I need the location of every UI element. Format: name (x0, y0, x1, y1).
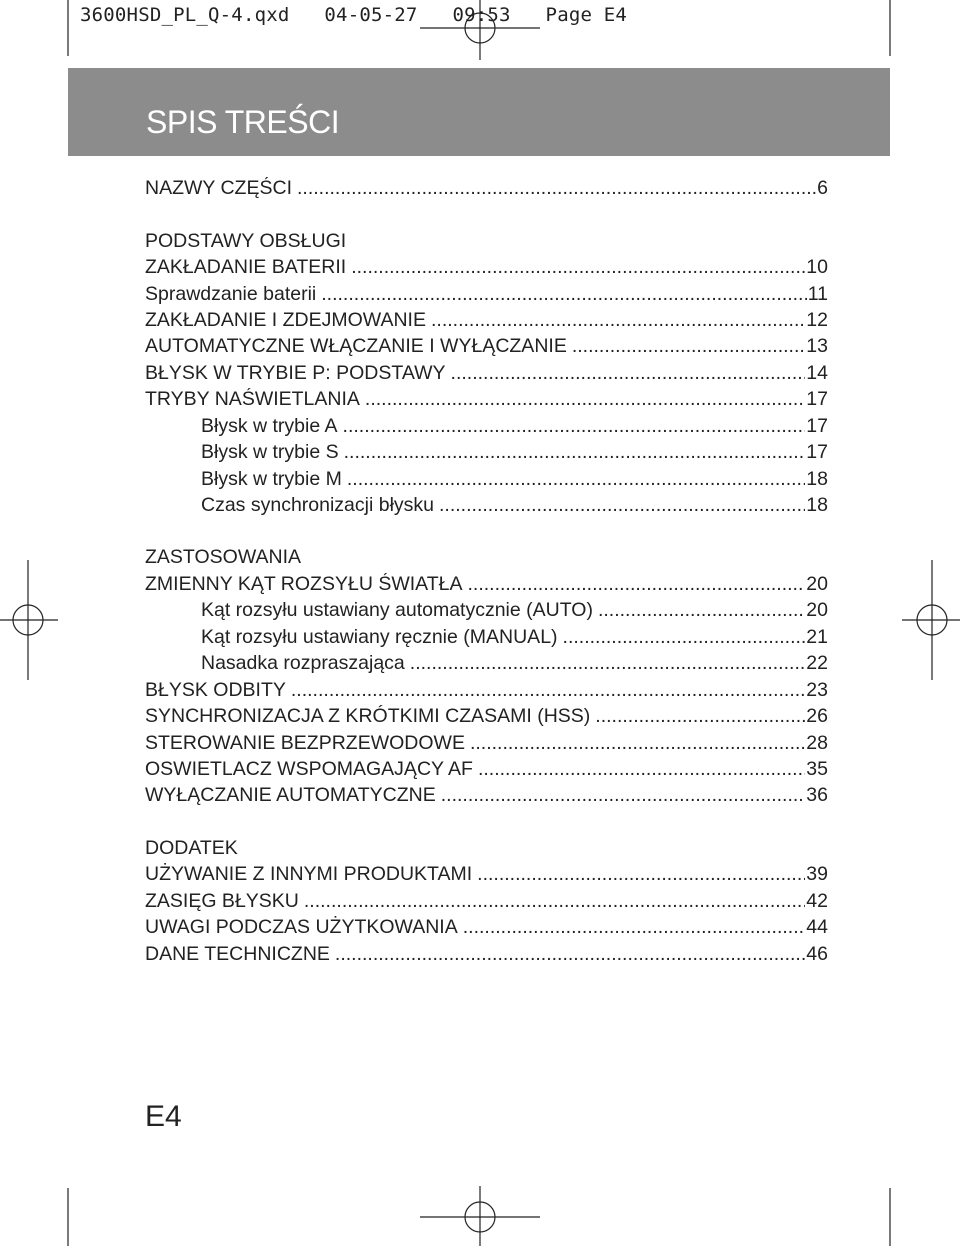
toc-entry[interactable] (145, 890, 828, 916)
toc-entry-label: DANE TECHNICZNE (145, 943, 330, 965)
toc-leader-dots (572, 335, 805, 358)
toc-entry[interactable] (145, 256, 828, 282)
toc-entry-page: 6 (817, 177, 828, 199)
toc-entry[interactable] (145, 679, 828, 705)
toc-entry-page: 44 (806, 916, 828, 938)
toc-entry-page: 39 (806, 863, 828, 885)
toc-entry[interactable] (145, 309, 828, 335)
toc-entry-label: UŻYWANIE Z INNYMI PRODUKTAMI (145, 863, 473, 885)
toc-entry-label: Błysk w trybie M (201, 468, 342, 490)
toc-leader-dots (297, 177, 816, 200)
toc-entry-page: 13 (806, 335, 828, 357)
toc-leader-dots (344, 441, 806, 464)
toc-entry-page: 21 (806, 626, 828, 648)
toc-entry-label: Czas synchronizacji błysku (201, 494, 435, 516)
toc-entry-label: ZAKŁADANIE I ZDEJMOWANIE (145, 309, 426, 331)
toc-subentry[interactable] (145, 626, 828, 652)
toc-leader-dots (478, 758, 805, 781)
toc-subentry[interactable] (145, 599, 828, 625)
toc-section-heading: ZASTOSOWANIA (145, 546, 302, 568)
toc-entry-label: Sprawdzanie baterii (145, 283, 317, 305)
toc-entry-page: 28 (806, 732, 828, 754)
toc-leader-dots (441, 784, 806, 807)
toc-entry[interactable] (145, 177, 828, 203)
toc-entry-page: 14 (806, 362, 828, 384)
toc-entry-label: Nasadka rozpraszająca (201, 652, 405, 674)
toc-entry[interactable] (145, 784, 828, 810)
toc-leader-dots (343, 415, 806, 438)
toc-leader-dots (335, 943, 805, 966)
toc-entry-page: 17 (806, 415, 828, 437)
toc-entry[interactable] (145, 916, 828, 942)
toc-entry-label: ZMIENNY KĄT ROZSYŁU ŚWIATŁA (145, 573, 463, 595)
toc-entry-label: BŁYSK W TRYBIE P: PODSTAWY (145, 362, 446, 384)
toc-leader-dots (467, 573, 805, 596)
toc-section-heading: DODATEK (145, 837, 238, 859)
toc-subentry[interactable] (145, 494, 828, 520)
toc-leader-dots (321, 283, 806, 306)
toc-subentry[interactable] (145, 652, 828, 678)
toc-leader-dots (410, 652, 806, 675)
toc-entry-page: 46 (806, 943, 828, 965)
toc-entry-page: 12 (806, 309, 828, 331)
toc-entry-label: WYŁĄCZANIE AUTOMATYCZNE (145, 784, 436, 806)
toc-leader-dots (431, 309, 805, 332)
toc-entry-label: Błysk w trybie S (201, 441, 339, 463)
toc-leader-dots (563, 626, 806, 649)
toc-entry-page: 10 (806, 256, 828, 278)
toc-entry-label: Kąt rozsyłu ustawiany ręcznie (MANUAL) (201, 626, 558, 648)
toc-entry-label: ZASIĘG BŁYSKU (145, 890, 299, 912)
toc-entry[interactable] (145, 732, 828, 758)
toc-entry-page: 36 (806, 784, 828, 806)
toc-entry-page: 17 (806, 441, 828, 463)
toc-entry[interactable] (145, 705, 828, 731)
toc-entry-page: 11 (807, 283, 828, 305)
toc-entry-page: 23 (806, 679, 828, 701)
toc-entry-label: ZAKŁADANIE BATERII (145, 256, 347, 278)
toc-leader-dots (595, 705, 805, 728)
toc-entry-page: 20 (806, 599, 828, 621)
toc-entry[interactable] (145, 573, 828, 599)
toc-entry-page: 35 (806, 758, 828, 780)
toc-leader-dots (470, 732, 805, 755)
toc-leader-dots (451, 362, 806, 385)
toc-entry[interactable] (145, 283, 828, 309)
toc-entry-page: 18 (806, 468, 828, 490)
toc-entry-page: 17 (806, 388, 828, 410)
toc-leader-dots (365, 388, 805, 411)
toc-entry-label: Błysk w trybie A (201, 415, 338, 437)
toc-entry-label: AUTOMATYCZNE WŁĄCZANIE I WYŁĄCZANIE (145, 335, 567, 357)
toc-subentry[interactable] (145, 468, 828, 494)
toc-entry-page: 22 (806, 652, 828, 674)
toc-entry[interactable] (145, 758, 828, 784)
toc-entry-label: SYNCHRONIZACJA Z KRÓTKIMI CZASAMI (HSS) (145, 705, 591, 727)
toc-entry[interactable] (145, 388, 828, 414)
toc-section-heading: PODSTAWY OBSŁUGI (145, 230, 347, 252)
toc-entry-page: 42 (806, 890, 828, 912)
toc-leader-dots (477, 863, 805, 886)
toc-entry-page: 26 (806, 705, 828, 727)
page-title: SPIS TREŚCI (146, 104, 340, 140)
toc-entry-label: NAZWY CZĘŚCI (145, 177, 292, 199)
toc-leader-dots (304, 890, 805, 913)
toc-subentry[interactable] (145, 415, 828, 441)
toc-entry[interactable] (145, 943, 828, 969)
print-slug: 3600HSD_PL_Q-4.qxd 04-05-27 09:53 Page E4 (80, 4, 628, 26)
toc-subentry[interactable] (145, 441, 828, 467)
toc-leader-dots (347, 468, 805, 491)
toc-leader-dots (439, 494, 805, 517)
toc-entry-label: OSWIETLACZ WSPOMAGAJĄCY AF (145, 758, 473, 780)
toc-leader-dots (351, 256, 805, 279)
title-banner (68, 68, 890, 156)
toc-entry-label: BŁYSK ODBITY (145, 679, 286, 701)
toc-leader-dots (463, 916, 806, 939)
toc-entry-page: 20 (806, 573, 828, 595)
toc-entry-label: TRYBY NAŚWIETLANIA (145, 388, 360, 410)
toc-entry-label: Kąt rozsyłu ustawiany automatycznie (AUTO) (201, 599, 593, 621)
toc-entry[interactable] (145, 335, 828, 361)
toc-entry-label: UWAGI PODCZAS UŻYTKOWANIA (145, 916, 458, 938)
toc-leader-dots (291, 679, 805, 702)
toc-leader-dots (598, 599, 805, 622)
toc-entry[interactable] (145, 863, 828, 889)
page-number: E4 (145, 1100, 182, 1133)
toc-entry-label: STEROWANIE BEZPRZEWODOWE (145, 732, 465, 754)
toc-entry[interactable] (145, 362, 828, 388)
toc-entry-page: 18 (806, 494, 828, 516)
